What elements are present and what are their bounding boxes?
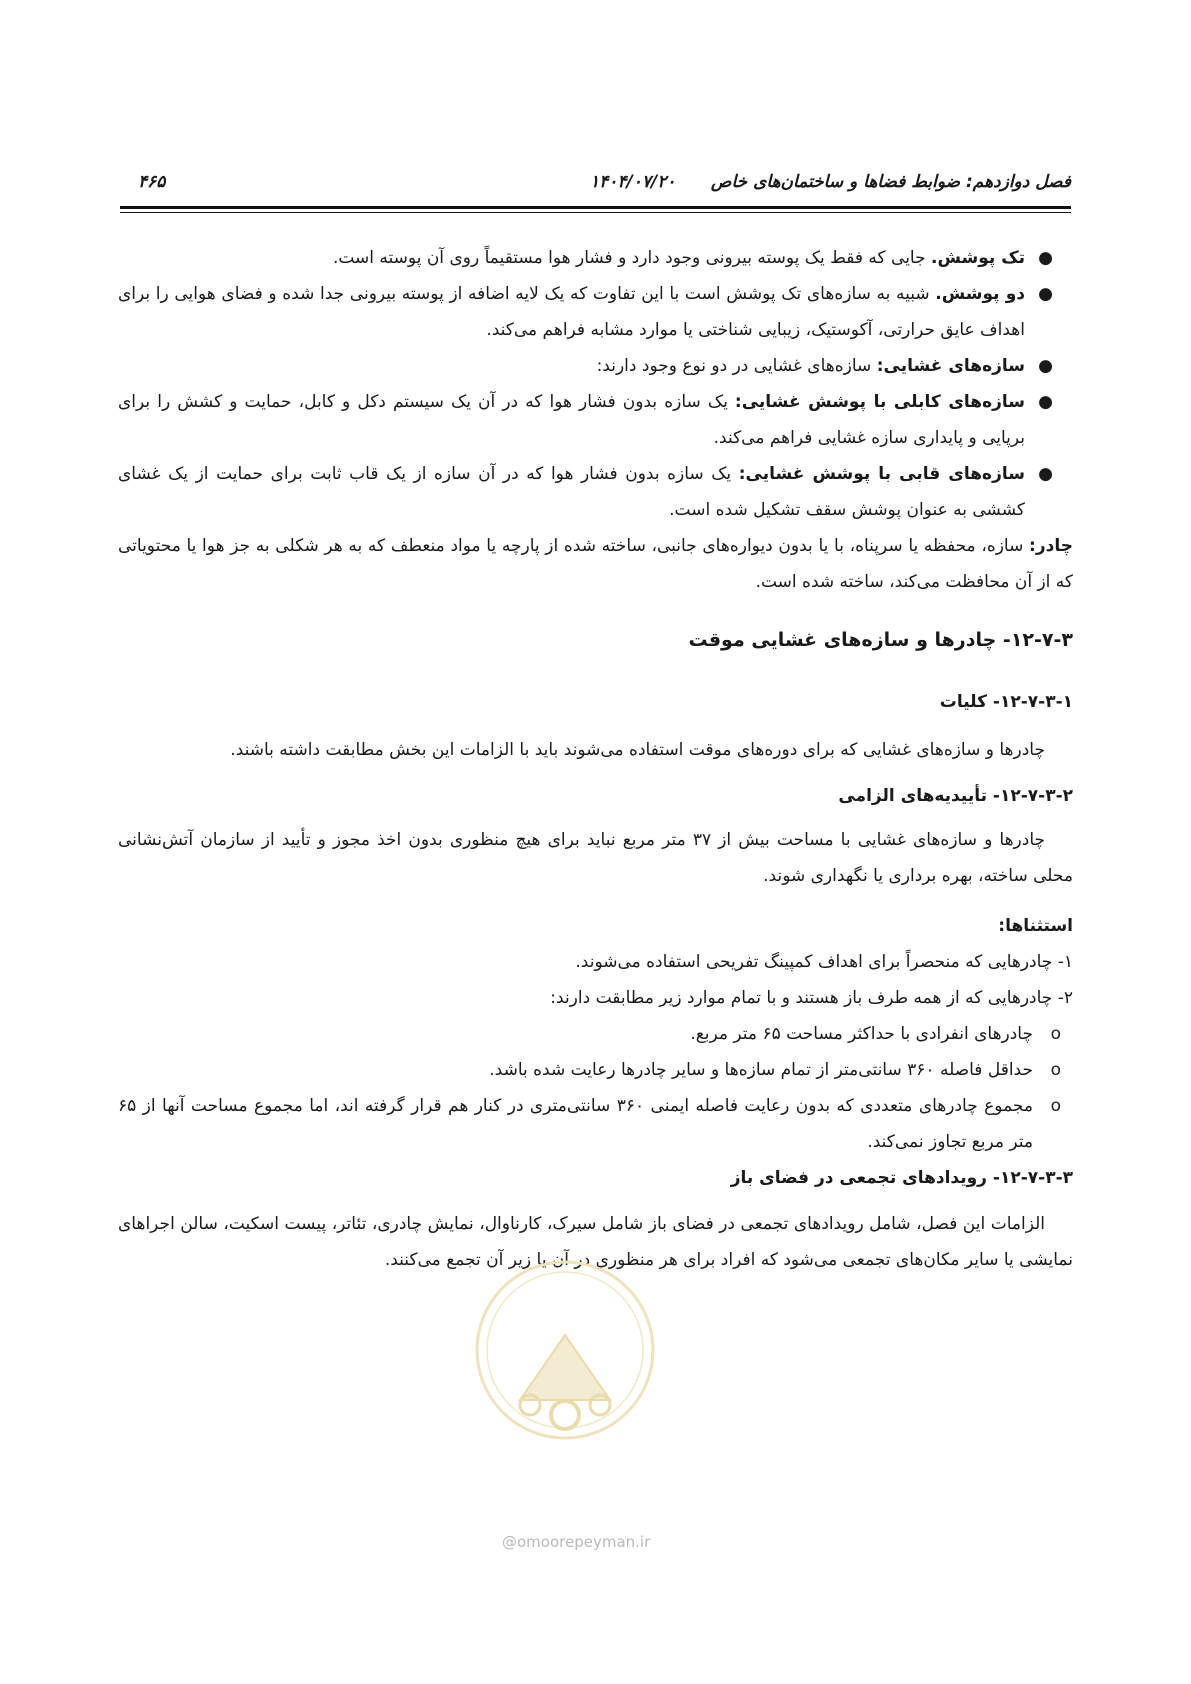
page-number: ۴۶۵ — [138, 172, 166, 192]
bullet-item — [118, 240, 1073, 276]
bullet-term: سازه‌های غشایی: — [876, 356, 1025, 376]
chapter-title: فصل دوازدهم: ضوابط فضاها و ساختمان‌های خاص — [710, 172, 1071, 192]
bullet-icon: ● — [1038, 284, 1053, 304]
exceptions-heading: استثناها: — [998, 916, 1073, 936]
bullet-icon: ● — [1038, 464, 1053, 484]
bullet-item — [118, 348, 1073, 384]
circle-bullet-icon: o — [1050, 1096, 1061, 1116]
header-rule-thick — [120, 206, 1071, 209]
bullet-text: یک سازه بدون فشار هوا که در آن سازه از یک قاب ثابت برای حمایت از یک غشای کششی به عنوان پوشش سقف تشکیل شده است. — [118, 464, 1025, 520]
bullet-text: شبیه به سازه‌های تک پوشش است با این تفاوت که یک لایه اضافه از پوسته بیرونی جدا شده و فضای هوایی را برای اهداف عایق حرارتی، آکوستیک، زیبایی شناختی یا موارد مشابه فراهم می‌کند. — [118, 284, 1025, 340]
exception-subitem-text: حداقل فاصله ۳۶۰ سانتی‌متر از تمام سازه‌ها و سایر چادرها رعایت شده باشد. — [489, 1060, 1033, 1080]
bullet-item — [118, 276, 1073, 348]
definition-text: سازه، محفظه یا سرپناه، با یا بدون دیواره‌های جانبی، ساخته شده از پارچه یا مواد منعطف که به هر شکلی به جز هوا یا محتویاتی که از آن محافظت می‌کند، ساخته شده است. — [118, 536, 1073, 592]
bullet-text: سازه‌های غشایی در دو نوع وجود دارند: — [596, 356, 877, 376]
exception-subitem-text: چادرهای انفرادی با حداکثر مساحت ۶۵ متر مربع. — [690, 1024, 1033, 1044]
header-date: ۱۴۰۴/۰۷/۲۰ — [590, 172, 676, 192]
section-heading: ۱۲-۷-۳- چادرها و سازه‌های غشایی موقت — [688, 629, 1073, 651]
bullet-term: سازه‌های کابلی با پوشش غشایی: — [734, 392, 1025, 412]
definition-term: چادر: — [1029, 536, 1073, 556]
circle-bullet-icon: o — [1050, 1060, 1061, 1080]
bullet-item — [118, 384, 1073, 456]
watermark-logo — [470, 1240, 660, 1470]
subsection-text: چادرها و سازه‌های غشایی با مساحت بیش از ۳۷ متر مربع نباید برای هیچ منظوری بدون اخذ مجوز و تأیید از سازمان آتش‌نشانی محلی ساخته، بهره برداری یا نگهداری شوند. — [118, 830, 1073, 886]
subsection-heading: ۱۲-۷-۳-۳- رویدادهای تجمعی در فضای باز — [730, 1168, 1073, 1188]
bullet-text: یک سازه بدون فشار هوا که در آن یک سیستم دکل و کابل، حمایت و کشش را برای برپایی و پایداری سازه غشایی فراهم می‌کند. — [118, 392, 1025, 448]
subsection-text: چادرها و سازه‌های غشایی که برای دوره‌های موقت استفاده می‌شوند باید با الزامات این بخش مطابقت داشته باشند. — [230, 740, 1045, 760]
bullet-term: دو پوشش. — [935, 284, 1026, 304]
circle-bullet-icon: o — [1050, 1024, 1061, 1044]
bullet-item — [118, 456, 1073, 528]
exception-item: ۱- چادرهایی که منحصراً برای اهداف کمپینگ تفریحی استفاده می‌شوند. — [575, 952, 1073, 972]
running-header — [120, 172, 1071, 198]
bullet-icon: ● — [1038, 248, 1053, 268]
bullet-icon: ● — [1038, 392, 1053, 412]
bullet-icon: ● — [1038, 356, 1053, 376]
bullet-term: سازه‌های قابی با پوشش غشایی: — [738, 464, 1025, 484]
watermark-site: @omoorepeyman.ir — [502, 1533, 651, 1551]
exception-subitem — [118, 1016, 1073, 1052]
subsection-heading: ۱۲-۷-۳-۲- تأییدیه‌های الزامی — [838, 786, 1073, 806]
subsection-heading: ۱۲-۷-۳-۱- کلیات — [939, 692, 1073, 712]
exception-item: ۲- چادرهایی که از همه طرف باز هستند و با تمام موارد زیر مطابقت دارند: — [550, 988, 1073, 1008]
subsection-text: الزامات این فصل، شامل رویدادهای تجمعی در فضای باز شامل سیرک، کارناوال، نمایش چادری، تئاتر، پیست اسکیت، سالن اجراهای نمایشی یا سایر مکان‌های تجمعی می‌شود که افراد برای هر منظوری در آن یا زیر آن تجمع می‌کنند. — [118, 1214, 1073, 1270]
tent-definition — [118, 528, 1073, 600]
exception-subitem-text: مجموع چادرهای متعددی که بدون رعایت فاصله ایمنی ۳۶۰ سانتی‌متری در کنار هم قرار گرفته اند، اما مجموع مساحت آنها از ۶۵ متر مربع تجاوز نمی‌کند. — [118, 1096, 1033, 1152]
exception-subitem — [118, 1088, 1073, 1160]
bullet-term: تک پوشش. — [931, 248, 1025, 268]
header-rule-thin — [120, 212, 1071, 213]
document-body — [118, 240, 1073, 1278]
exception-subitem — [118, 1052, 1073, 1088]
bullet-text: جایی که فقط یک پوسته بیرونی وجود دارد و فشار هوا مستقیماً روی آن پوسته است. — [332, 248, 932, 268]
